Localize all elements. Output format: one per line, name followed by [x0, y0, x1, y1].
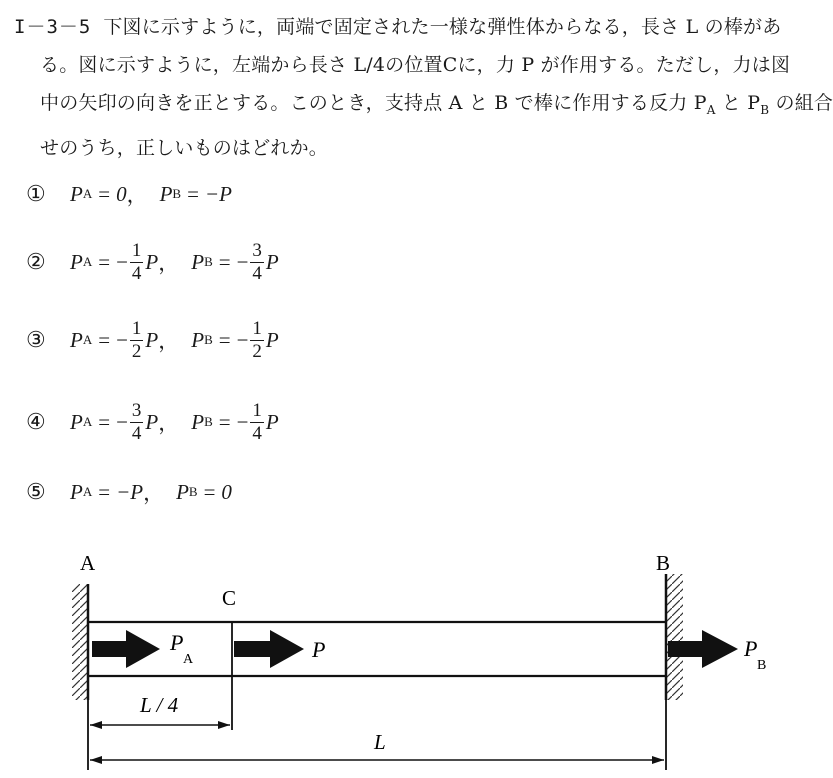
- option-expression: P A = − $\frac{3}{4}$ P ， P B = − $\frac{1}{4}$ P: [70, 399, 279, 444]
- option-number: ④: [26, 409, 46, 434]
- fraction: $\frac{1}{4}$: [131, 239, 142, 284]
- option-number: ③: [26, 327, 46, 352]
- dim-quarter-label: L / 4: [140, 693, 179, 717]
- label-pa-sub: A: [183, 652, 194, 667]
- fraction: $\frac{3}{4}$: [252, 239, 262, 284]
- dim-full-label: L: [374, 730, 386, 754]
- label-pb-sub: B: [757, 658, 767, 673]
- option-expression: P A = − $\frac{1}{2}$ P ， P B = − $\frac{1}{2}$ P: [70, 317, 279, 362]
- option-number: ②: [26, 249, 46, 274]
- fraction: $\frac{1}{2}$: [131, 317, 142, 362]
- question-line-2: る。図に示すように，左端から長さ L/4の位置Cに，力 P が作用する。ただし，力は図: [40, 54, 791, 76]
- label-c: C: [222, 586, 237, 610]
- label-pb: P: [744, 636, 758, 661]
- question-line-1: I－3－5 下図に示すように，両端で固定された一様な弾性体からなる，長さ L の棒があ: [14, 16, 782, 38]
- option-expression: P A = − $\frac{1}{4}$ P ， P B = − $\frac{3}{4}$ P: [70, 239, 279, 284]
- left-wall-hatch: [72, 584, 88, 700]
- label-a: A: [80, 551, 96, 575]
- option-number: ⑤: [26, 479, 46, 504]
- right-wall-hatch: [666, 574, 683, 700]
- fraction: $\frac{1}{2}$: [252, 317, 262, 362]
- label-pa: P: [170, 630, 184, 655]
- option-expression: P A = 0 ， P B = −P: [70, 181, 232, 207]
- option-expression: P A = −P ， P B = 0: [70, 479, 232, 505]
- arrow-p: [234, 630, 304, 668]
- arrow-pa: [92, 630, 160, 668]
- label-b: B: [656, 551, 671, 575]
- question-line-4: せのうち，正しいものはどれか。: [40, 136, 329, 159]
- question-number: I－3－5: [14, 16, 92, 38]
- fraction: $\frac{1}{4}$: [252, 399, 262, 444]
- question-line-3: 中の矢印の向きを正とする。このとき，支持点 A と B で棒に作用する反力 $P_A$ と $P_B$ の組合: [40, 92, 833, 117]
- option-number: ①: [26, 181, 46, 206]
- label-p: P: [312, 637, 326, 662]
- fraction: $\frac{3}{4}$: [131, 399, 142, 444]
